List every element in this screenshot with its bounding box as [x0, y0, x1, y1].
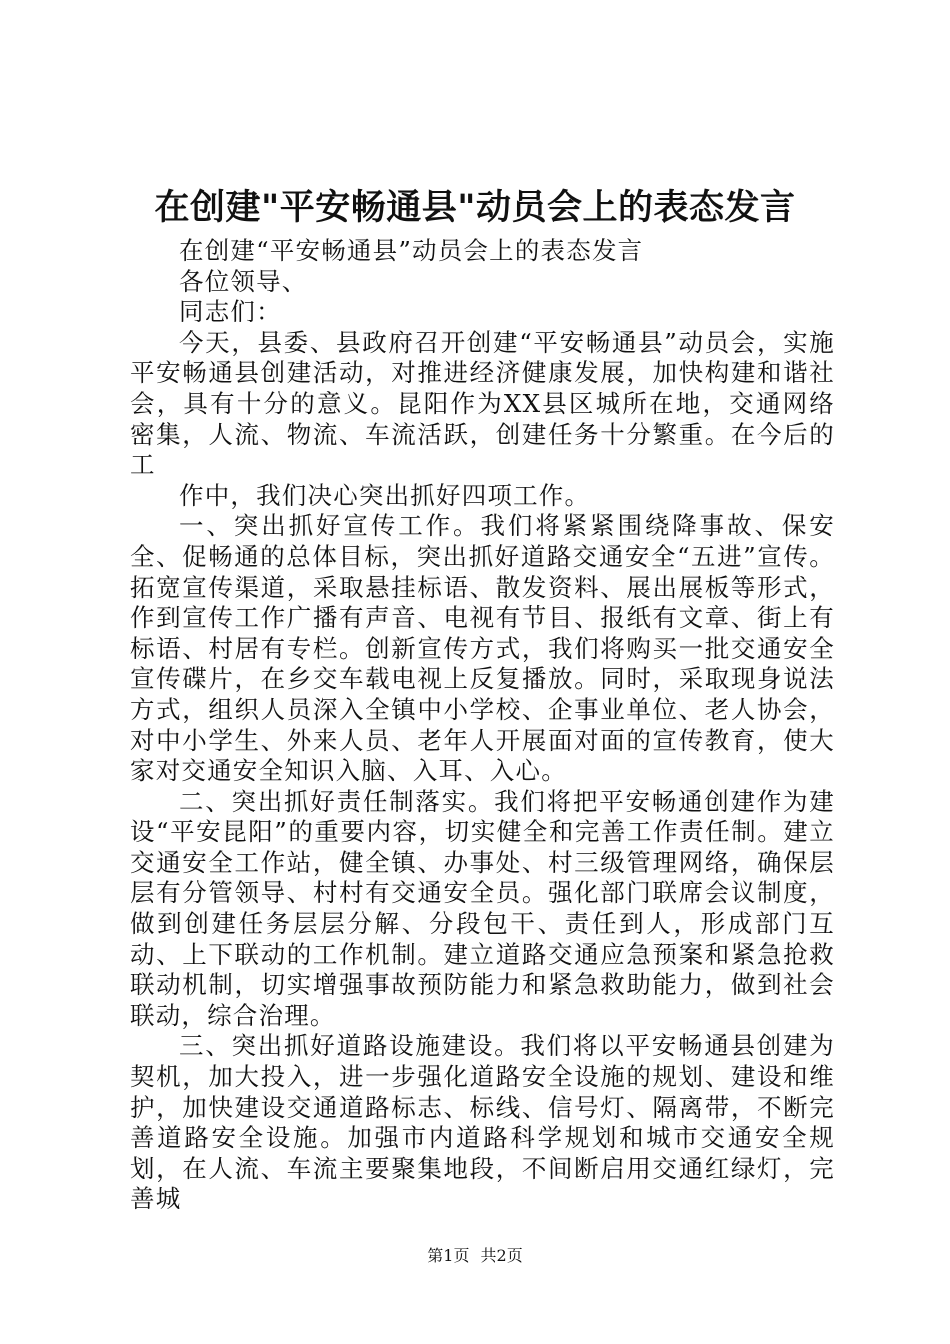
paragraph-repeat-title: 在创建“平安畅通县”动员会上的表态发言: [179, 236, 644, 265]
paragraph-point-one: 一、突出抓好宣传工作。我们将紧紧围绕降事故、保安全、促畅通的总体目标，突出抓好道路交通安全“五进”宣传。拓宽宣传渠道，采取悬挂标语、散发资料、展出展板等形式，作到宣传工作广播有声音、电视有节目、报纸有文章、街上有标语、村居有专栏。创新宣传方式，我们将购买一批交通安全宣传碟片，在乡交车载电视上反复播放。同时，采取现身说法方式，组织人员深入全镇中小学校、企事业单位、老人协会，对中小学生、外来人员、老年人开展面对面的宣传教育，使大家对交通安全知识入脑、入耳、入心。: [130, 511, 835, 786]
paragraph-point-two: 二、突出抓好责任制落实。我们将把平安畅通创建作为建设“平安昆阳”的重要内容，切实健全和完善工作责任制。建立交通安全工作站，健全镇、办事处、村三级管理网络，确保层层有分管领导、村村有交通安全员。强化部门联席会议制度，做到创建任务层层分解、分段包干、责任到人，形成部门互动、上下联动的工作机制。建立道路交通应急预案和紧急抢救联动机制，切实增强事故预防能力和紧急救助能力，做到社会联动，综合治理。: [130, 786, 835, 1030]
page-number-current: 第1页: [427, 1246, 470, 1265]
document-body: [130, 236, 835, 1215]
paragraph-salutation-leaders: 各位领导、: [179, 266, 308, 296]
page-number-total: 共2页: [480, 1246, 523, 1265]
document-title: 在创建"平安畅通县"动员会上的表态发言: [154, 187, 796, 228]
paragraph-intro-continued: 作中，我们决心突出抓好四项工作。: [179, 480, 591, 510]
paragraph-salutation-comrades: 同志们：: [179, 297, 282, 327]
paragraph-point-three: 三、突出抓好道路设施建设。我们将以平安畅通县创建为契机，加大投入，进一步强化道路安全设施的规划、建设和维护，加快建设交通道路标志、标线、信号灯、隔离带，不断完善道路安全设施。加强市内道路科学规划和城市交通安全规划，在人流、车流主要聚集地段，不间断启用交通红绿灯，完善城: [130, 1031, 835, 1214]
page-footer: [0, 1245, 950, 1267]
paragraph-intro: 今天，县委、县政府召开创建“平安畅通县”动员会，实施平安畅通县创建活动，对推进经济健康发展，加快构建和谐社会，具有十分的意义。昆阳作为XX县区城所在地，交通网络密集，人流、物流、车流活跃，创建任务十分繁重。在今后的工: [130, 327, 835, 480]
